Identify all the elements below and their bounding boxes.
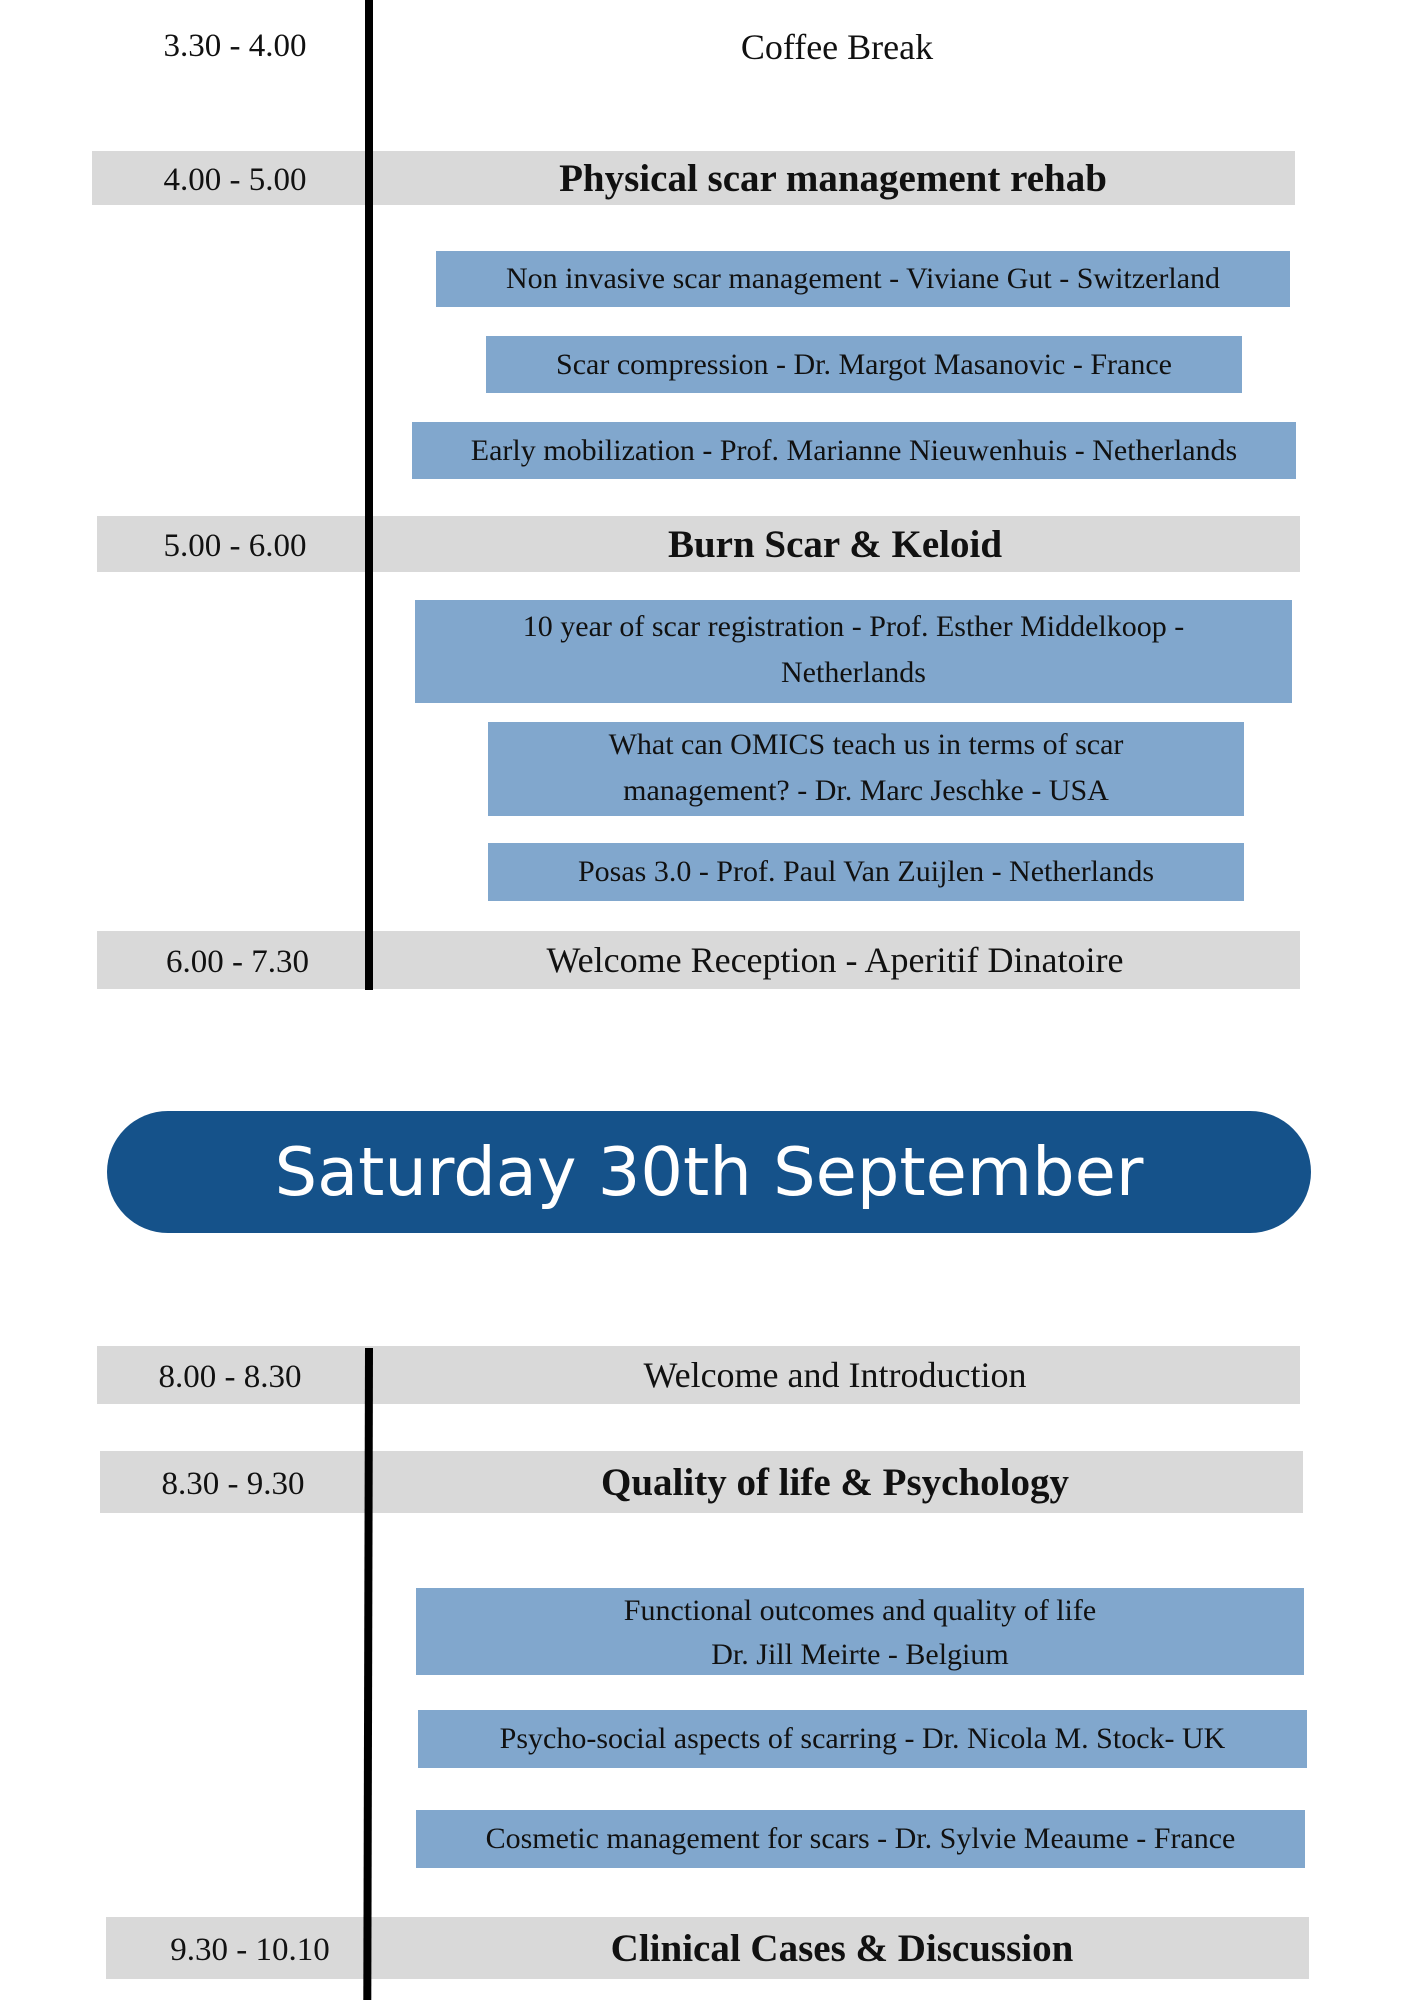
- talk-scar-registration: [415, 600, 1292, 703]
- coffee-time: 3.30 - 4.00: [163, 28, 307, 64]
- talk-non-invasive: Non invasive scar management - Viviane Gut - Switzerland: [436, 251, 1290, 307]
- session-title: Physical scar management rehab: [559, 156, 1107, 200]
- day-banner: Saturday 30th September: [107, 1111, 1311, 1233]
- timeline-line-top-overlay: [365, 0, 373, 990]
- welcome-title: Welcome and Introduction: [643, 1355, 1027, 1395]
- session-time: 9.30 - 10.10: [170, 1932, 330, 1968]
- session-title: Burn Scar & Keloid: [667, 522, 1003, 566]
- reception-time: 6.00 - 7.30: [166, 944, 309, 980]
- talk-line: 10 year of scar registration - Prof. Esther Middelkoop -: [522, 610, 1185, 643]
- session-title: Quality of life & Psychology: [601, 1460, 1069, 1504]
- reception-title: Welcome Reception - Aperitif Dinatoire: [546, 940, 1124, 980]
- talk-line: What can OMICS teach us in terms of scar: [608, 728, 1124, 761]
- talk-early-mobilization: Early mobilization - Prof. Marianne Nieuwenhuis - Netherlands: [412, 422, 1296, 479]
- session-title: Clinical Cases & Discussion: [610, 1926, 1074, 1970]
- welcome-time: 8.00 - 8.30: [158, 1359, 302, 1395]
- session-time: 8.30 - 9.30: [161, 1466, 305, 1502]
- timeline-line-bottom: [363, 1348, 373, 2000]
- talk-line: management? - Dr. Marc Jeschke - USA: [623, 774, 1109, 807]
- session-time: 4.00 - 5.00: [163, 162, 307, 198]
- talk-functional-outcomes: [416, 1588, 1304, 1675]
- talk-psycho-social: Psycho-social aspects of scarring - Dr. Nicola M. Stock- UK: [418, 1710, 1307, 1768]
- session-time: 5.00 - 6.00: [163, 528, 307, 564]
- talk-scar-compression: Scar compression - Dr. Margot Masanovic - France: [486, 336, 1242, 393]
- coffee-break-title: Coffee Break: [740, 27, 934, 67]
- talk-line: Netherlands: [781, 656, 926, 689]
- talk-posas: Posas 3.0 - Prof. Paul Van Zuijlen - Netherlands: [488, 843, 1244, 901]
- talk-line: Functional outcomes and quality of life: [623, 1594, 1097, 1627]
- talk-omics: [488, 722, 1244, 816]
- talk-line: Dr. Jill Meirte - Belgium: [711, 1638, 1009, 1671]
- talk-cosmetic-management: Cosmetic management for scars - Dr. Sylvie Meaume - France: [416, 1810, 1305, 1868]
